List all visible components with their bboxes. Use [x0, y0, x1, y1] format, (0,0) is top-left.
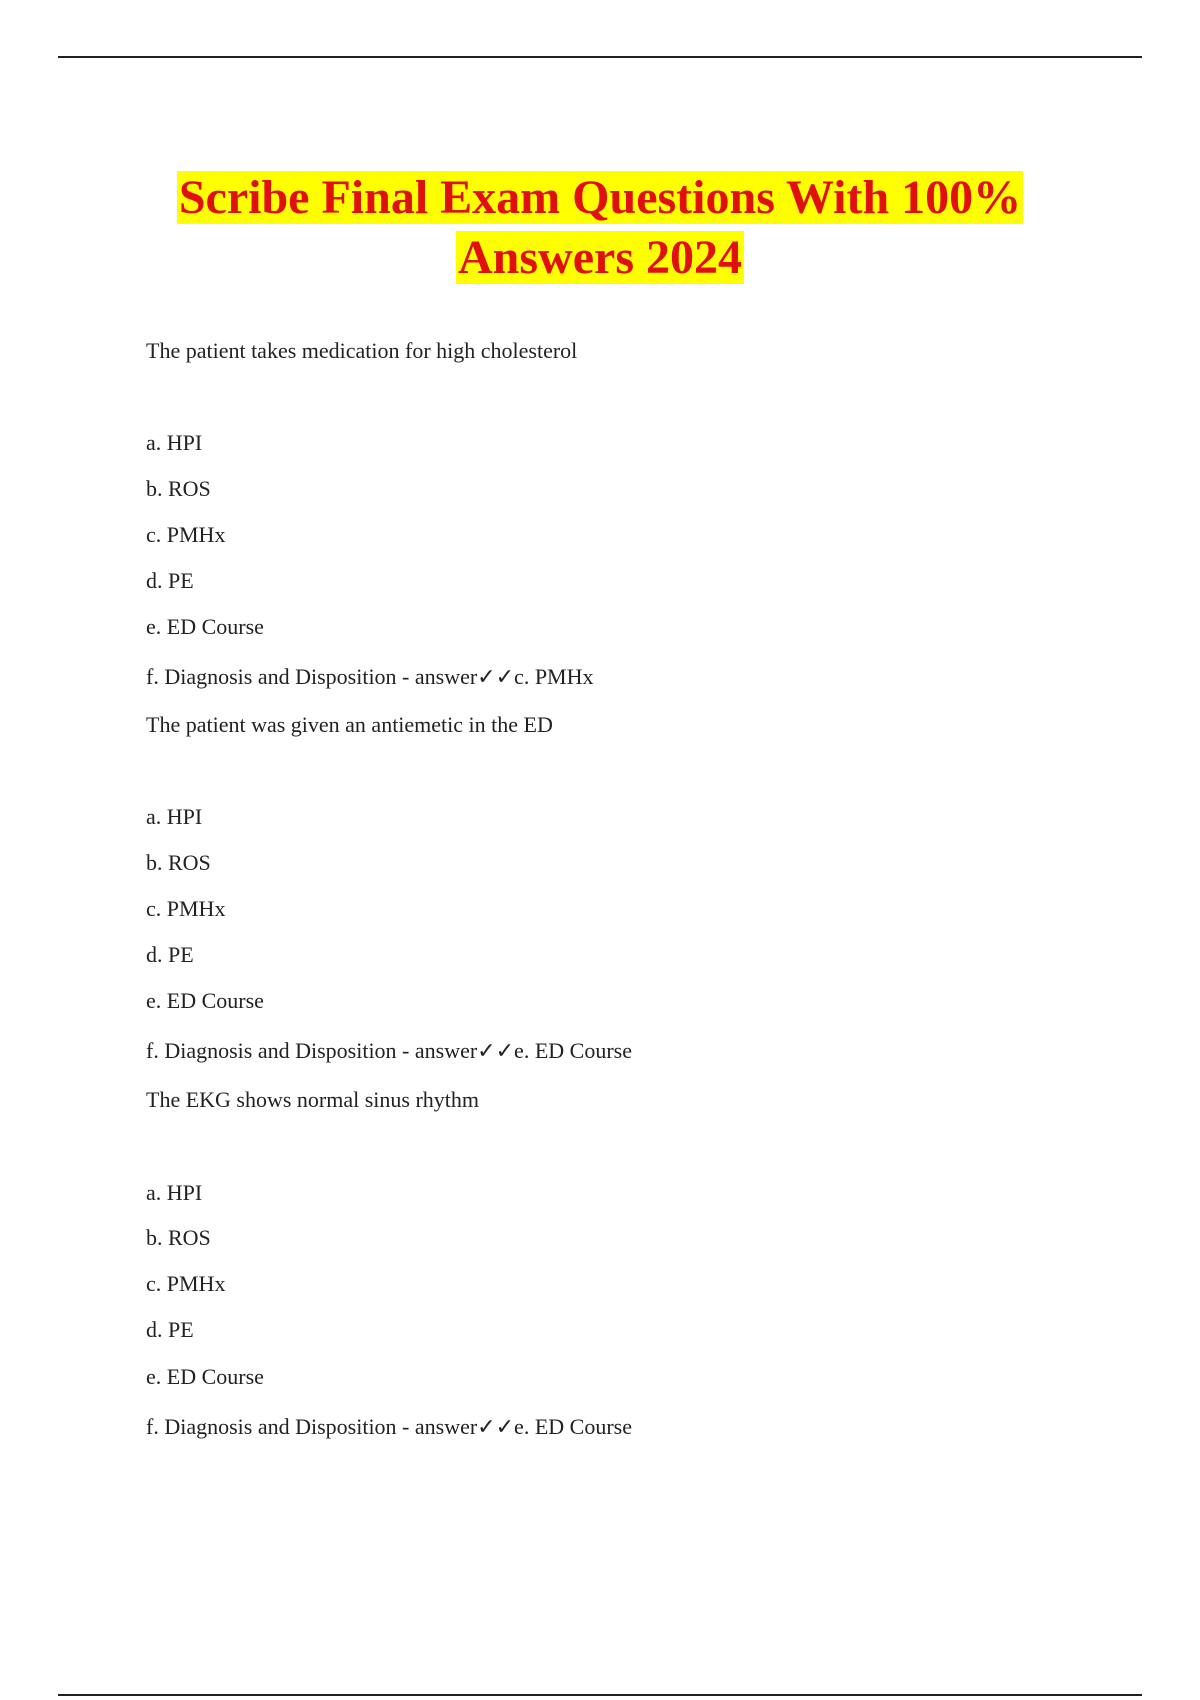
option-e: e. ED Course	[146, 614, 264, 639]
option-a: a. HPI	[146, 804, 203, 829]
option-a: a. HPI	[146, 1180, 203, 1205]
option-b: b. ROS	[146, 476, 211, 501]
option-d: d. PE	[146, 568, 194, 593]
top-rule	[58, 56, 1142, 58]
option-c: c. PMHx	[146, 1271, 226, 1296]
option-f-answer: f. Diagnosis and Disposition - answer✓✓e. ED Course	[146, 1038, 632, 1063]
option-f-answer: f. Diagnosis and Disposition - answer✓✓c. PMHx	[146, 664, 594, 689]
bottom-rule	[58, 1694, 1142, 1696]
option-c: c. PMHx	[146, 896, 226, 921]
question-text: The patient was given an antiemetic in the ED	[146, 712, 553, 737]
option-c: c. PMHx	[146, 522, 226, 547]
document-title	[0, 168, 1200, 288]
option-a: a. HPI	[146, 430, 203, 455]
title-line-2: Answers 2024	[458, 231, 742, 284]
option-f-answer: f. Diagnosis and Disposition - answer✓✓e. ED Course	[146, 1414, 632, 1439]
title-line-1: Scribe Final Exam Questions With 100%	[178, 171, 1022, 224]
option-d: d. PE	[146, 1317, 194, 1342]
question-text: The patient takes medication for high cholesterol	[146, 338, 578, 363]
option-e: e. ED Course	[146, 1364, 264, 1389]
question-text: The EKG shows normal sinus rhythm	[146, 1087, 480, 1112]
option-e: e. ED Course	[146, 988, 264, 1013]
option-d: d. PE	[146, 942, 194, 967]
option-b: b. ROS	[146, 1225, 211, 1250]
option-b: b. ROS	[146, 850, 211, 875]
